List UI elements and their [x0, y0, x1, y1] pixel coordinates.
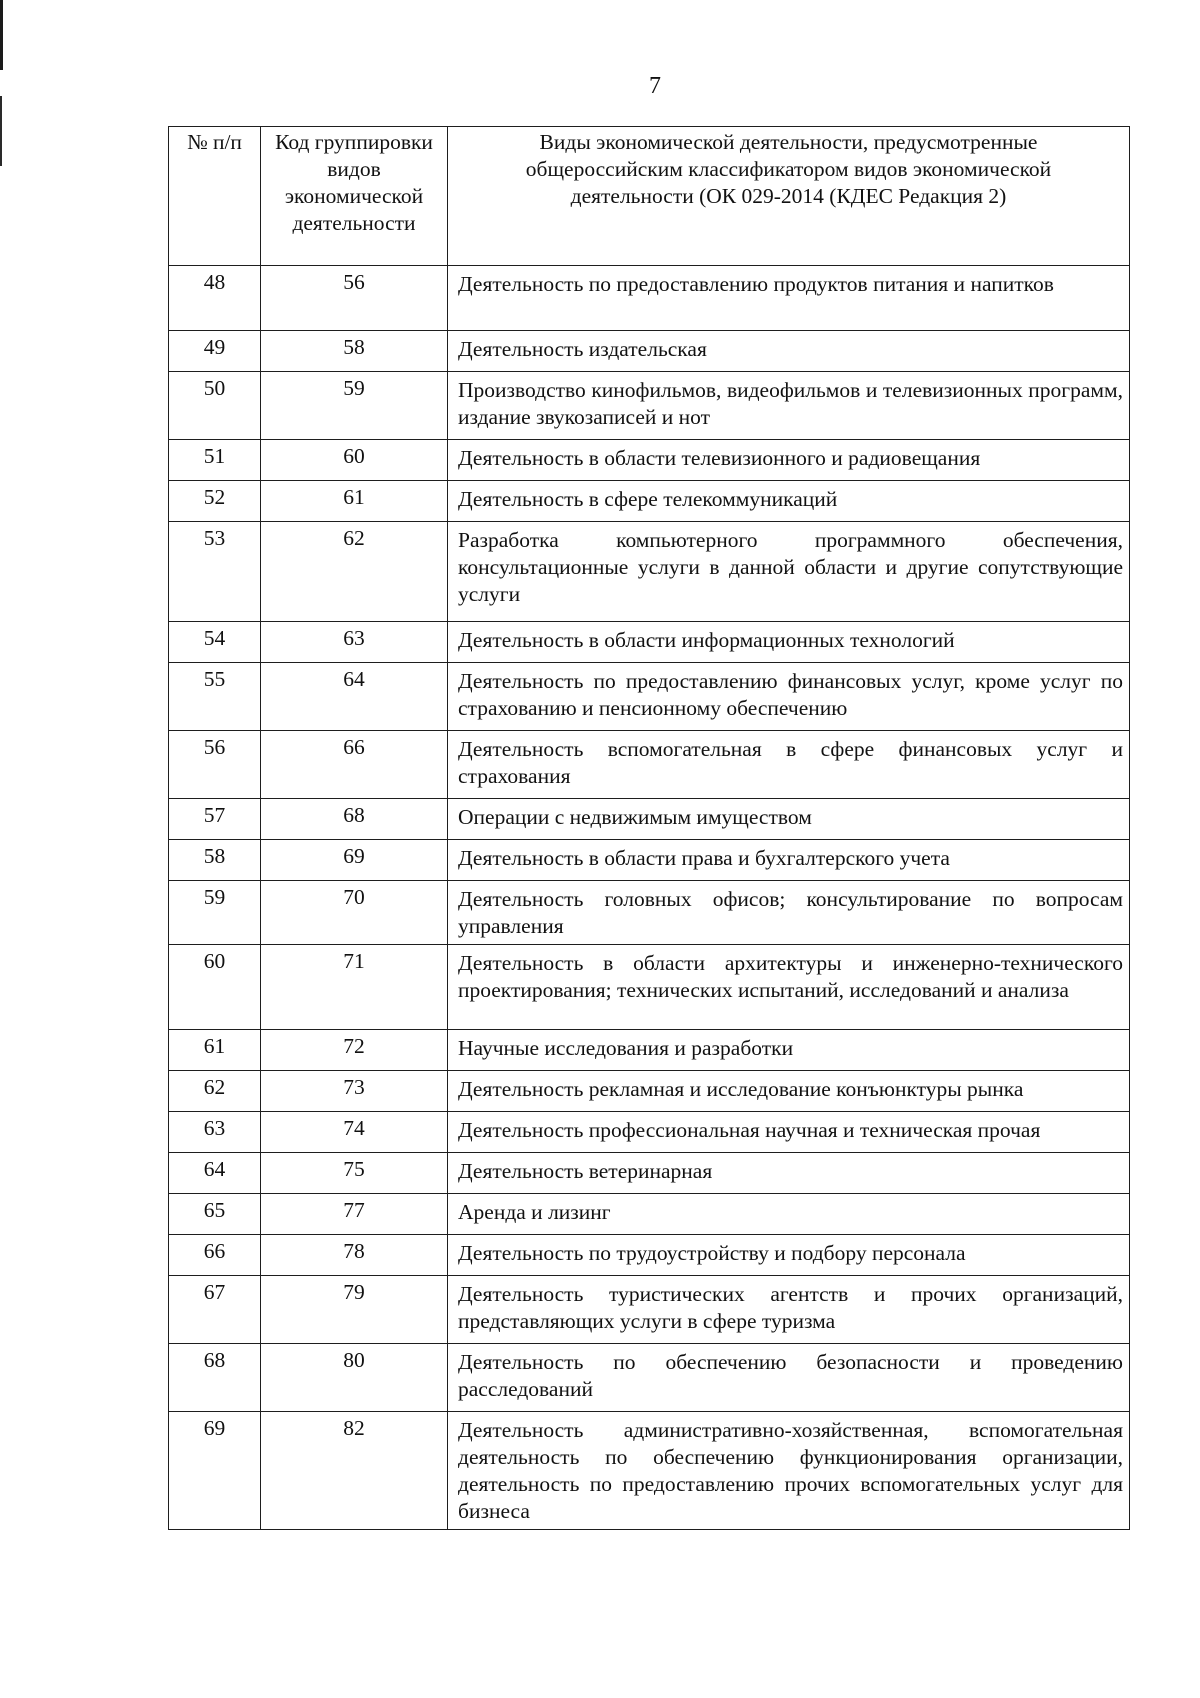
activity-description-cell: Деятельность в сфере телекоммуникаций — [448, 481, 1130, 522]
activity-code-cell: 60 — [261, 440, 448, 481]
activity-code-cell: 68 — [261, 799, 448, 840]
table-row — [169, 481, 1130, 522]
scan-edge-mark — [0, 0, 3, 70]
row-number-cell: 49 — [169, 331, 261, 372]
activity-code-cell: 77 — [261, 1194, 448, 1235]
table-row — [169, 1235, 1130, 1276]
row-number-cell: 54 — [169, 622, 261, 663]
activity-description-cell: Разработка компьютерного программного обеспечения, консультационные услуги в данной области и другие сопутствующие услуги — [448, 522, 1130, 622]
table-header-row — [169, 127, 1130, 266]
activity-description-cell: Деятельность ветеринарная — [448, 1153, 1130, 1194]
table-row — [169, 731, 1130, 799]
row-number-cell: 55 — [169, 663, 261, 731]
table-row — [169, 1412, 1130, 1530]
activity-code-cell: 64 — [261, 663, 448, 731]
table-row — [169, 1112, 1130, 1153]
activity-description-cell: Операции с недвижимым имуществом — [448, 799, 1130, 840]
row-number-cell: 50 — [169, 372, 261, 440]
activity-description-cell: Деятельность рекламная и исследование конъюнктуры рынка — [448, 1071, 1130, 1112]
table-row — [169, 1194, 1130, 1235]
row-number-cell: 66 — [169, 1235, 261, 1276]
table-row — [169, 372, 1130, 440]
activity-description-cell: Деятельность в области права и бухгалтерского учета — [448, 840, 1130, 881]
activity-code-cell: 63 — [261, 622, 448, 663]
activity-description-cell: Деятельность по предоставлению финансовых услуг, кроме услуг по страхованию и пенсионному обеспечению — [448, 663, 1130, 731]
activity-code-cell: 79 — [261, 1276, 448, 1344]
table-row — [169, 266, 1130, 331]
activity-description-cell: Деятельность в области телевизионного и радиовещания — [448, 440, 1130, 481]
row-number-cell: 61 — [169, 1030, 261, 1071]
scan-edge-mark — [0, 96, 2, 166]
row-number-cell: 65 — [169, 1194, 261, 1235]
activity-description-cell: Деятельность в области архитектуры и инженерно-технического проектирования; технических испытаний, исследований и анализа — [448, 945, 1130, 1030]
row-number-cell: 58 — [169, 840, 261, 881]
activity-code-cell: 71 — [261, 945, 448, 1030]
page-number: 7 — [649, 73, 661, 99]
row-number-cell: 52 — [169, 481, 261, 522]
table-row — [169, 440, 1130, 481]
activity-code-cell: 66 — [261, 731, 448, 799]
activity-description-cell: Деятельность профессиональная научная и техническая прочая — [448, 1112, 1130, 1153]
header-code: Код группировки видов экономической деятельности — [261, 127, 448, 266]
table-row — [169, 622, 1130, 663]
activity-description-cell: Деятельность головных офисов; консультирование по вопросам управления — [448, 881, 1130, 945]
row-number-cell: 69 — [169, 1412, 261, 1530]
row-number-cell: 51 — [169, 440, 261, 481]
activity-code-cell: 70 — [261, 881, 448, 945]
activity-code-cell: 73 — [261, 1071, 448, 1112]
table-row — [169, 522, 1130, 622]
row-number-cell: 63 — [169, 1112, 261, 1153]
activity-description-cell: Производство кинофильмов, видеофильмов и телевизионных программ, издание звукозаписей и нот — [448, 372, 1130, 440]
activity-description-cell: Деятельность по трудоустройству и подбору персонала — [448, 1235, 1130, 1276]
activity-description-cell: Деятельность административно-хозяйственная, вспомогательная деятельность по обеспечению функционирования организации, деятельность по предоставлению прочих вспомогательных услуг для бизнеса — [448, 1412, 1130, 1530]
activity-code-cell: 72 — [261, 1030, 448, 1071]
row-number-cell: 57 — [169, 799, 261, 840]
activity-description-cell: Деятельность издательская — [448, 331, 1130, 372]
activity-description-cell: Деятельность по обеспечению безопасности и проведению расследований — [448, 1344, 1130, 1412]
activity-code-cell: 80 — [261, 1344, 448, 1412]
row-number-cell: 59 — [169, 881, 261, 945]
activity-code-cell: 61 — [261, 481, 448, 522]
table-row — [169, 1344, 1130, 1412]
activity-code-cell: 58 — [261, 331, 448, 372]
row-number-cell: 64 — [169, 1153, 261, 1194]
activity-code-cell: 69 — [261, 840, 448, 881]
table-row — [169, 1030, 1130, 1071]
header-desc: Виды экономической деятельности, предусмотренные общероссийским классификатором видов экономической деятельности (ОК 029-2014 (КДЕС Редакция 2) — [448, 127, 1130, 266]
table-row — [169, 1153, 1130, 1194]
row-number-cell: 67 — [169, 1276, 261, 1344]
activity-table — [168, 126, 1130, 1530]
table-row — [169, 1276, 1130, 1344]
row-number-cell: 56 — [169, 731, 261, 799]
activity-description-cell: Деятельность туристических агентств и прочих организаций, представляющих услуги в сфере туризма — [448, 1276, 1130, 1344]
activity-code-cell: 74 — [261, 1112, 448, 1153]
activity-code-cell: 82 — [261, 1412, 448, 1530]
row-number-cell: 60 — [169, 945, 261, 1030]
row-number-cell: 53 — [169, 522, 261, 622]
table-row — [169, 881, 1130, 945]
activity-description-cell: Научные исследования и разработки — [448, 1030, 1130, 1071]
header-num: № п/п — [169, 127, 261, 266]
table-row — [169, 1071, 1130, 1112]
row-number-cell: 48 — [169, 266, 261, 331]
activity-description-cell: Аренда и лизинг — [448, 1194, 1130, 1235]
activity-description-cell: Деятельность по предоставлению продуктов питания и напитков — [448, 266, 1130, 331]
table-row — [169, 331, 1130, 372]
activity-code-cell: 75 — [261, 1153, 448, 1194]
activity-code-cell: 62 — [261, 522, 448, 622]
activity-code-cell: 59 — [261, 372, 448, 440]
row-number-cell: 62 — [169, 1071, 261, 1112]
activity-code-cell: 56 — [261, 266, 448, 331]
activity-description-cell: Деятельность в области информационных технологий — [448, 622, 1130, 663]
table-row — [169, 945, 1130, 1030]
activity-description-cell: Деятельность вспомогательная в сфере финансовых услуг и страхования — [448, 731, 1130, 799]
activity-code-cell: 78 — [261, 1235, 448, 1276]
table-row — [169, 799, 1130, 840]
table-row — [169, 840, 1130, 881]
table-row — [169, 663, 1130, 731]
row-number-cell: 68 — [169, 1344, 261, 1412]
